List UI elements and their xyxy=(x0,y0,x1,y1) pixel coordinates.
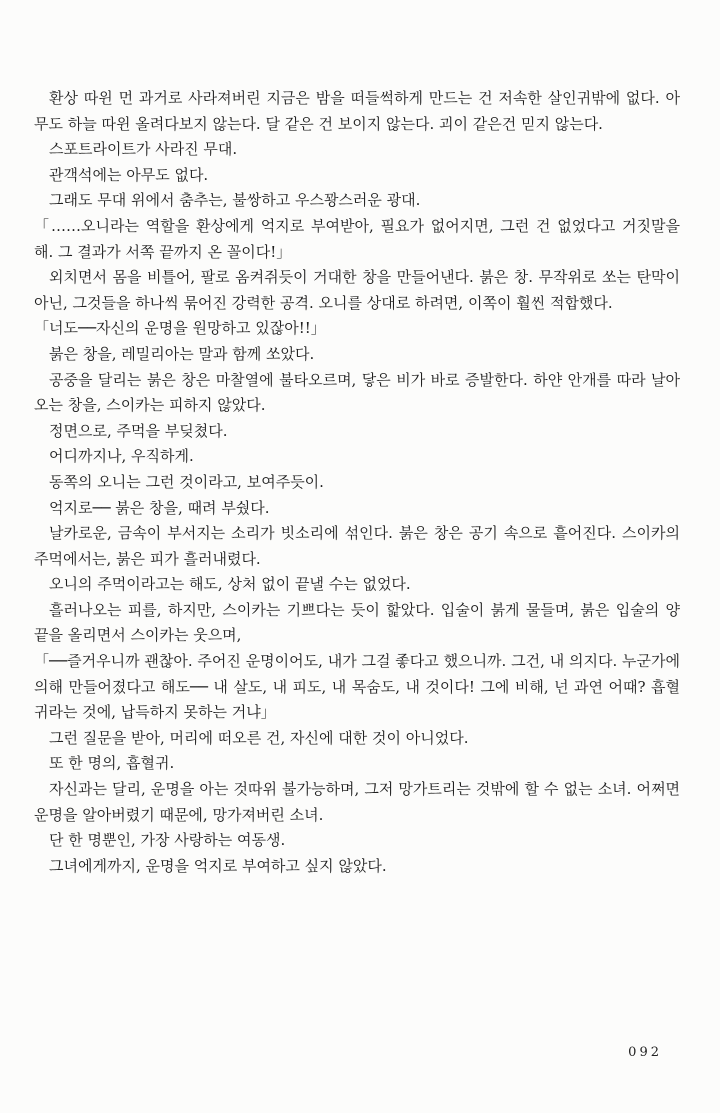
paragraph-2: 스포트라이트가 사라진 무대. xyxy=(49,140,238,159)
paragraph-15: 그런 질문을 받아, 머리에 떠오른 건, 자신에 대한 것이 아니었다. xyxy=(49,728,469,747)
page-number: 092 xyxy=(628,1045,662,1060)
paragraph-17: 자신과는 달리, 운명을 아는 것따위 불가능하며, 그저 망가트리는 것밖에 할 수 없는 소녀. 어쩌면 운명을 알아버렸기 때문에, 망가져버린 소녀. xyxy=(34,780,680,824)
paragraph-1: 환상 따윈 먼 과거로 사라져버린 지금은 밤을 떠들썩하게 만드는 건 저속한 살인귀밖에 없다. 아무도 하늘 따윈 올려다보지 않는다. 달 같은 건 보이지 않는다. 괴이 같은건 믿지 않는다. xyxy=(34,89,680,133)
paragraph-5: 외치면서 몸을 비틀어, 팔로 옴켜쥐듯이 거대한 창을 만들어낸다. 붉은 창. 무작위로 쏘는 탄막이 아닌, 그것들을 하나씩 묶어진 강력한 공격. 오니를 상대로 하려면, 이쪽이 훨씬 적합했다. xyxy=(34,268,680,312)
body-text xyxy=(34,86,680,879)
paragraph-16: 또 한 명의, 흡혈귀. xyxy=(49,754,175,773)
paragraph-14: 흘러나오는 피를, 하지만, 스이카는 기쁘다는 듯이 핥았다. 입술이 붉게 물들며, 붉은 입술의 양 끝을 올리면서 스이카는 웃으며, xyxy=(34,600,680,645)
paragraph-13: 오니의 주먹이라고는 해도, 상처 없이 끝낼 수는 없었다. xyxy=(49,575,411,594)
paragraph-9: 어디까지나, 우직하게. xyxy=(49,447,194,466)
dialogue-1: 「……오니라는 역할을 환상에게 억지로 부여받아, 필요가 없어지면, 그런 건 없었다고 거짓말을 해. 그 결과가 서쪽 끝까지 온 꼴이다!」 xyxy=(34,216,680,261)
paragraph-8: 정면으로, 주먹을 부딪쳤다. xyxy=(49,421,228,440)
paragraph-7: 공중을 달리는 붉은 창은 마찰열에 불타오르며, 닿은 비가 바로 증발한다. 하얀 안개를 따라 날아오는 창을, 스이카는 피하지 않았다. xyxy=(34,370,680,415)
paragraph-19: 그녀에게까지, 운명을 억지로 부여하고 싶지 않았다. xyxy=(49,856,387,875)
paragraph-10: 동쪽의 오니는 그런 것이라고, 보여주듯이. xyxy=(49,472,324,491)
dialogue-3: 「──즐거우니까 괜찮아. 주어진 운명이어도, 내가 그걸 좋다고 했으니까. 그건, 내 의지다. 누군가에 의해 만들어졌다고 해도── 내 살도, 내 피도, 내 목숨도, 내 것이다! 그에 비해, 넌 과연 어때? 흡혈귀라는 것에, 납득하지 못하는 거냐」 xyxy=(34,652,680,722)
paragraph-12: 날카로운, 금속이 부서지는 소리가 빗소리에 섞인다. 붉은 창은 공기 속으로 흩어진다. 스이카의 주먹에서는, 붉은 피가 흘러내렸다. xyxy=(34,524,680,568)
paragraph-6: 붉은 창을, 레밀리아는 말과 함께 쏘았다. xyxy=(49,344,315,363)
dialogue-2: 「너도──자신의 운명을 원망하고 있잖아!!」 xyxy=(34,319,326,338)
paragraph-4: 그래도 무대 위에서 춤추는, 불쌍하고 우스꽝스러운 광대. xyxy=(49,191,421,210)
paragraph-3: 관객석에는 아무도 없다. xyxy=(49,165,209,184)
paragraph-11: 억지로── 붉은 창을, 때려 부쉈다. xyxy=(49,498,270,517)
paragraph-18: 단 한 명뿐인, 가장 사랑하는 여동생. xyxy=(49,831,286,850)
